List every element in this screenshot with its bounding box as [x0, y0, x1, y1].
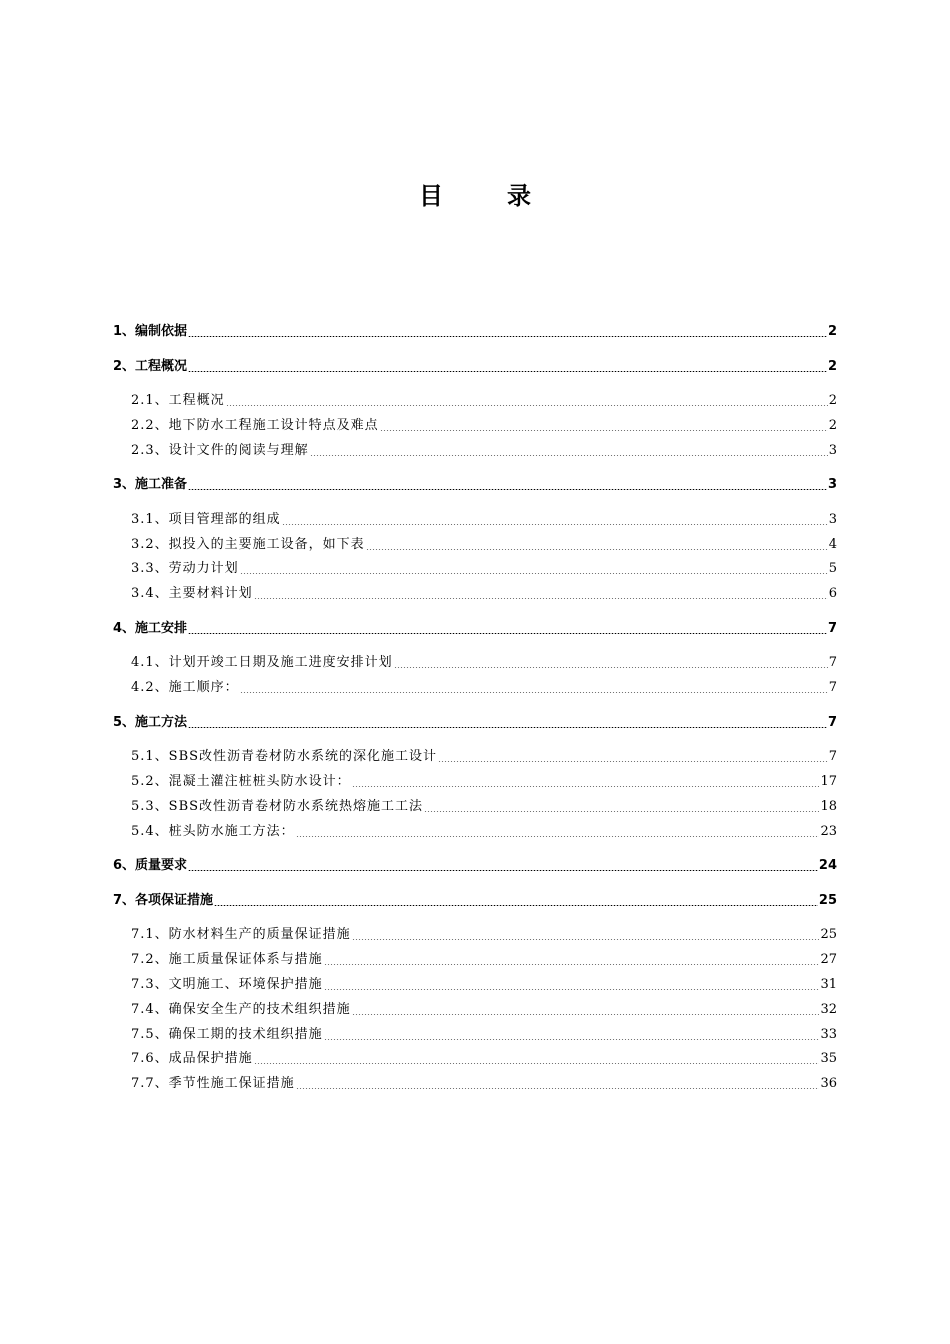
toc-dot-leader: [324, 1039, 820, 1040]
toc-section-entry[interactable]: [113, 437, 837, 459]
toc-entry-label: 7.4、确保安全生产的技术组织措施: [131, 1002, 351, 1017]
toc-section-entry[interactable]: [113, 793, 837, 815]
toc-entry-label: 3.1、项目管理部的组成: [131, 512, 281, 527]
toc-section-entry[interactable]: [113, 506, 837, 528]
toc-entry-label: 3.3、劳动力计划: [131, 561, 239, 576]
toc-entry-label: 7.3、文明施工、环境保护措施: [131, 977, 323, 992]
toc-dot-leader: [226, 405, 828, 406]
toc-page-number: 32: [820, 1002, 837, 1017]
toc-dot-leader: [324, 964, 820, 965]
toc-section-entry[interactable]: [113, 531, 837, 553]
toc-chapter-entry[interactable]: [113, 709, 837, 731]
toc-dot-leader: [424, 811, 819, 812]
toc-dot-leader: [438, 761, 828, 762]
toc-entry-label: 7.1、防水材料生产的质量保证措施: [131, 927, 351, 942]
toc-page-number: 2: [827, 324, 837, 339]
toc-page-number: 2: [828, 418, 837, 433]
toc-entry-label: 7.6、成品保护措施: [131, 1051, 253, 1066]
toc-entry-label: 5.2、混凝土灌注桩桩头防水设计：: [131, 774, 351, 789]
toc-section-entry[interactable]: [113, 674, 837, 696]
toc-dot-leader: [214, 905, 818, 906]
toc-dot-leader: [254, 598, 828, 599]
toc-page-number: 2: [827, 359, 837, 374]
toc-dot-leader: [394, 667, 828, 668]
toc-section-entry[interactable]: [113, 649, 837, 671]
toc-section-entry[interactable]: [113, 412, 837, 434]
toc-dot-leader: [366, 549, 828, 550]
toc-page-number: 25: [818, 893, 837, 908]
toc-page-number: 3: [827, 477, 837, 492]
toc-chapter-entry[interactable]: [113, 318, 837, 340]
toc-entry-label: 4.1、计划开竣工日期及施工进度安排计划: [131, 655, 393, 670]
toc-entry-label: 3、施工准备: [113, 477, 188, 492]
toc-page-number: 4: [828, 537, 837, 552]
toc-dot-leader: [188, 870, 818, 871]
toc-entry-label: 2、工程概况: [113, 359, 188, 374]
toc-page-number: 25: [820, 927, 837, 942]
toc-section-entry[interactable]: [113, 387, 837, 409]
toc-section-entry[interactable]: [113, 555, 837, 577]
toc-entry-label: 3.2、拟投入的主要施工设备，如下表: [131, 537, 365, 552]
toc-dot-leader: [352, 786, 820, 787]
toc-section-entry[interactable]: [113, 1045, 837, 1067]
toc-page-number: 24: [818, 858, 837, 873]
toc-entry-label: 1、编制依据: [113, 324, 188, 339]
toc-entry-label: 3.4、主要材料计划: [131, 586, 253, 601]
toc-page-number: 3: [828, 443, 837, 458]
toc-dot-leader: [188, 633, 827, 634]
toc-dot-leader: [324, 989, 820, 990]
toc-dot-leader: [188, 336, 827, 337]
toc-page-number: 31: [820, 977, 837, 992]
toc-chapter-entry[interactable]: [113, 887, 837, 909]
toc-page-number: 3: [828, 512, 837, 527]
toc-dot-leader: [352, 1014, 820, 1015]
toc-section-entry[interactable]: [113, 946, 837, 968]
toc-page-number: 23: [820, 824, 837, 839]
toc-section-entry[interactable]: [113, 996, 837, 1018]
toc-entry-label: 5、施工方法: [113, 715, 188, 730]
toc-dot-leader: [352, 939, 820, 940]
toc-section-entry[interactable]: [113, 580, 837, 602]
toc-dot-leader: [188, 489, 827, 490]
toc-page-number: 7: [828, 749, 837, 764]
toc-entry-label: 4、施工安排: [113, 621, 188, 636]
toc-entry-label: 7.2、施工质量保证体系与措施: [131, 952, 323, 967]
toc-page-number: 35: [820, 1051, 837, 1066]
toc-entry-label: 5.1、SBS改性沥青卷材防水系统的深化施工设计: [131, 749, 438, 764]
toc-section-entry[interactable]: [113, 1021, 837, 1043]
toc-page-number: 7: [828, 680, 837, 695]
page-title: 目 录: [419, 182, 551, 210]
toc-page-number: 17: [820, 774, 837, 789]
toc-page-number: 18: [820, 799, 837, 814]
toc-page-number: 2: [828, 393, 837, 408]
toc-page-number: 5: [828, 561, 837, 576]
toc-dot-leader: [282, 524, 828, 525]
toc-page-number: 7: [827, 715, 837, 730]
toc-entry-label: 5.4、桩头防水施工方法：: [131, 824, 295, 839]
toc-entry-label: 7.7、季节性施工保证措施: [131, 1076, 295, 1091]
toc-chapter-entry[interactable]: [113, 353, 837, 375]
toc-chapter-entry[interactable]: [113, 615, 837, 637]
toc-entry-label: 2.1、工程概况: [131, 393, 225, 408]
toc-dot-leader: [310, 455, 828, 456]
toc-section-entry[interactable]: [113, 1070, 837, 1092]
toc-dot-leader: [380, 430, 828, 431]
toc-section-entry[interactable]: [113, 971, 837, 993]
toc-section-entry[interactable]: [113, 768, 837, 790]
toc-section-entry[interactable]: [113, 921, 837, 943]
toc-entry-label: 2.2、地下防水工程施工设计特点及难点: [131, 418, 379, 433]
toc-page-number: 7: [828, 655, 837, 670]
toc-dot-leader: [296, 836, 820, 837]
toc-dot-leader: [240, 573, 828, 574]
toc-dot-leader: [254, 1063, 820, 1064]
toc-page-number: 36: [820, 1076, 837, 1091]
toc-dot-leader: [296, 1088, 820, 1089]
toc-page-number: 27: [820, 952, 837, 967]
toc-page-number: 6: [828, 586, 837, 601]
toc-entry-label: 7、各项保证措施: [113, 893, 214, 908]
toc-entry-label: 2.3、设计文件的阅读与理解: [131, 443, 309, 458]
toc-chapter-entry[interactable]: [113, 852, 837, 874]
toc-chapter-entry[interactable]: [113, 471, 837, 493]
toc-entry-label: 5.3、SBS改性沥青卷材防水系统热熔施工工法: [131, 799, 424, 814]
toc-page-number: 33: [820, 1027, 837, 1042]
toc-dot-leader: [188, 727, 827, 728]
toc-page-number: 7: [827, 621, 837, 636]
toc-dot-leader: [240, 692, 828, 693]
toc-entry-label: 7.5、确保工期的技术组织措施: [131, 1027, 323, 1042]
toc-entry-label: 4.2、施工顺序：: [131, 680, 239, 695]
toc-entry-label: 6、质量要求: [113, 858, 188, 873]
toc-section-entry[interactable]: [113, 818, 837, 840]
toc-section-entry[interactable]: [113, 743, 837, 765]
toc-dot-leader: [188, 371, 827, 372]
